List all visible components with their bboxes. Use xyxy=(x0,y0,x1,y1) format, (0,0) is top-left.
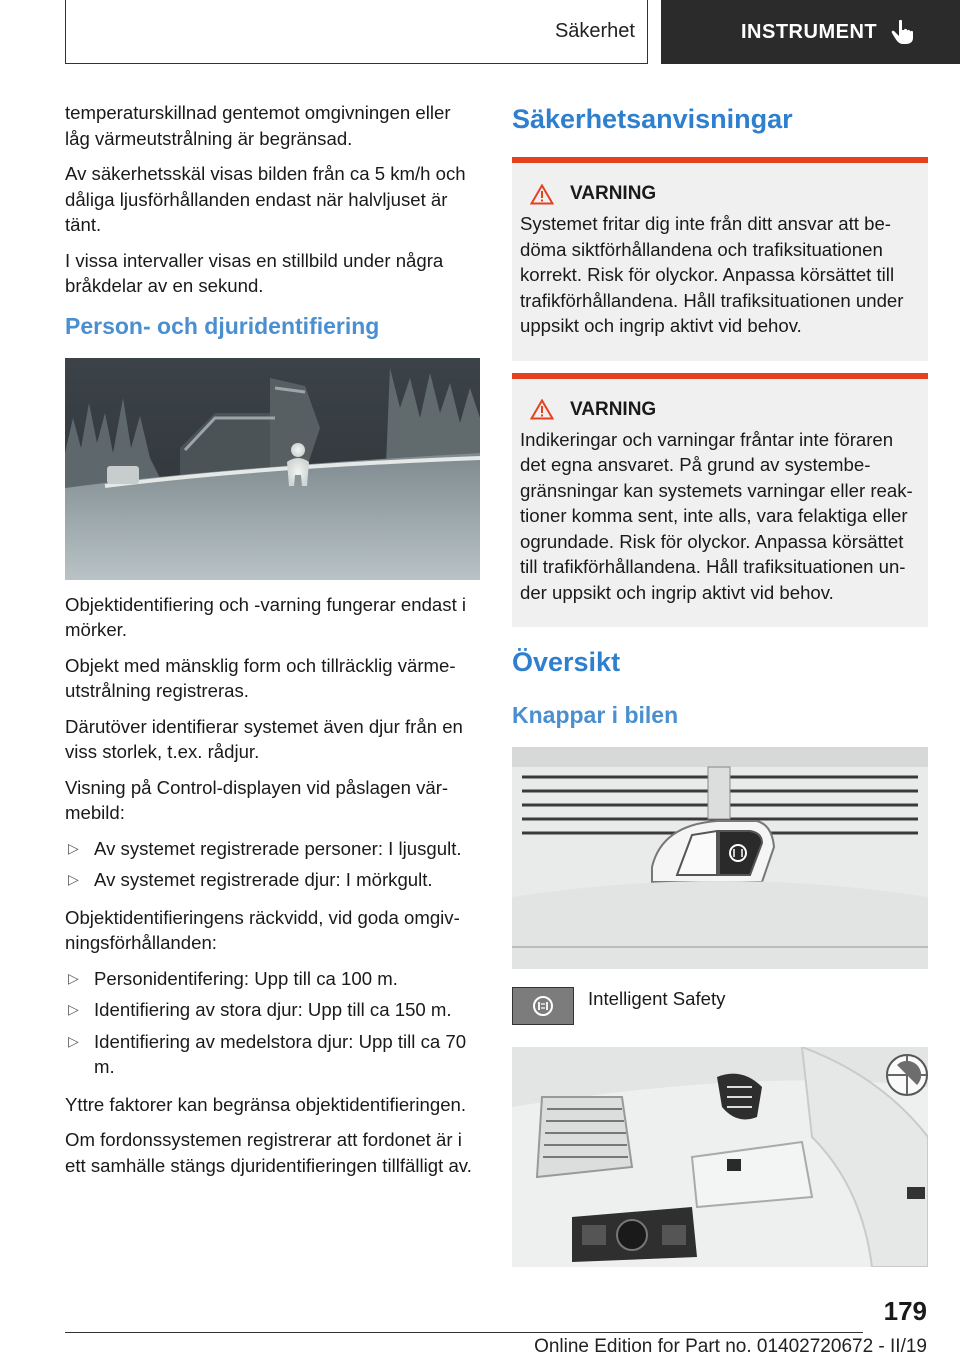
paragraph: Av säkerhetsskäl visas bilden från ca 5 km/h och dåliga ljusförhållanden endast när halvljuset är tänt. xyxy=(65,163,466,235)
paragraph: Därutöver identifierar systemet även djur från en viss storlek, t.ex. rådjur. xyxy=(65,715,463,762)
list-item: ▷ Av systemet registrerade personer: I ljusgult. xyxy=(65,836,480,862)
list-item: ▷ Personidentifering: Upp till ca 100 m. xyxy=(65,966,480,992)
left-column xyxy=(65,100,480,1188)
warning-title: VARNING xyxy=(570,183,657,204)
list-item: ▷ Identifiering av medelstora djur: Upp till ca 70 m. xyxy=(68,1030,467,1077)
triangle-right-icon: ▷ xyxy=(68,871,79,887)
paragraph: Yttre faktorer kan begränsa objektidentifieringen. xyxy=(65,1093,467,1115)
list-item: ▷ Av systemet registrerade djur: I mörkgult. xyxy=(65,867,480,893)
paragraph: Objektidentifieringens räckvidd, vid goda omgiv-ningsförhållanden: xyxy=(65,906,460,953)
section-heading-safety: Säkerhetsanvisningar xyxy=(512,104,793,134)
paragraph: Objekt med mänsklig form och tillräcklig värme-utstrålning registreras. xyxy=(65,654,456,701)
header-chapter-tab xyxy=(661,0,960,64)
page-number: 179 xyxy=(883,1296,927,1326)
paragraph: temperaturskillnad gentemot omgivningen eller låg värmeutstrålning är begränsad. xyxy=(65,102,451,149)
triangle-right-icon: ▷ xyxy=(68,969,79,986)
footer-divider xyxy=(65,1332,863,1333)
display-colors-list xyxy=(65,836,480,893)
paragraph: Visning på Control-displayen vid påslagen vär-mebild: xyxy=(65,776,449,823)
header-chapter-label: INSTRUMENT xyxy=(741,20,878,43)
triangle-right-icon: ▷ xyxy=(68,1032,79,1049)
paragraph: Objektidentifiering och -varning fungerar endast i mörker. xyxy=(65,593,467,640)
section-heading-person-animal: Person- och djuridentifiering xyxy=(65,312,380,339)
paragraph: Om fordonssystemen registrerar att fordonet är i ett samhälle stängs djuridentifieringen tillfälligt av. xyxy=(65,1129,472,1176)
warning-text: Systemet fritar dig inte från ditt ansvar att be-döma siktförhållandena och trafiksituationen korrekt. Risk för olyckor. Anpassa körsättet till trafikförhållandena. Håll trafiksituationen under uppsikt och ingrip aktivt vid behov. xyxy=(520,213,904,336)
paragraph: I vissa intervaller visas en stillbild under några bråkdelar av en sekund. xyxy=(65,249,444,296)
warning-title: VARNING xyxy=(570,398,657,420)
range-list xyxy=(65,966,480,1080)
footer-edition-text: Online Edition for Part no. 01402720672 - II/19 xyxy=(534,1336,927,1357)
section-heading-buttons: Knappar i bilen xyxy=(512,702,679,728)
header-section-tab xyxy=(65,0,648,64)
list-item: ▷ Identifiering av stora djur: Upp till ca 150 m. xyxy=(65,997,480,1023)
intelligent-safety-label: Intelligent Safety xyxy=(588,988,726,1009)
section-heading-overview: Översikt xyxy=(512,647,621,677)
cockpit-interior-image xyxy=(512,1047,928,1267)
header-section-label: Säkerhet xyxy=(554,20,635,42)
dashboard-vent-button-image xyxy=(512,747,928,969)
warning-text: Indikeringar och varningar fråntar inte föraren det egna ansvaret. På grund av systembe-gränsningar kan systemets varningar eller reak-tioner komma sent, inte alls, vara felaktiga eller ogrundade. Risk för olyckor. Anpassa körsättet till trafikförhållandena. Håll trafiksituationen un-der uppsikt och ingrip aktivt vid behov. xyxy=(520,428,913,603)
warning-box xyxy=(512,157,928,361)
warning-triangle-icon xyxy=(530,184,554,205)
right-column xyxy=(512,100,928,1267)
warning-triangle-icon xyxy=(530,399,554,420)
triangle-right-icon: ▷ xyxy=(68,839,79,856)
thermal-night-image xyxy=(65,358,480,580)
hand-pointer-icon xyxy=(891,19,915,45)
triangle-right-icon: ▷ xyxy=(68,1001,79,1017)
intelligent-safety-icon xyxy=(512,987,574,1025)
button-legend-row xyxy=(512,987,928,1025)
warning-box xyxy=(512,373,928,628)
